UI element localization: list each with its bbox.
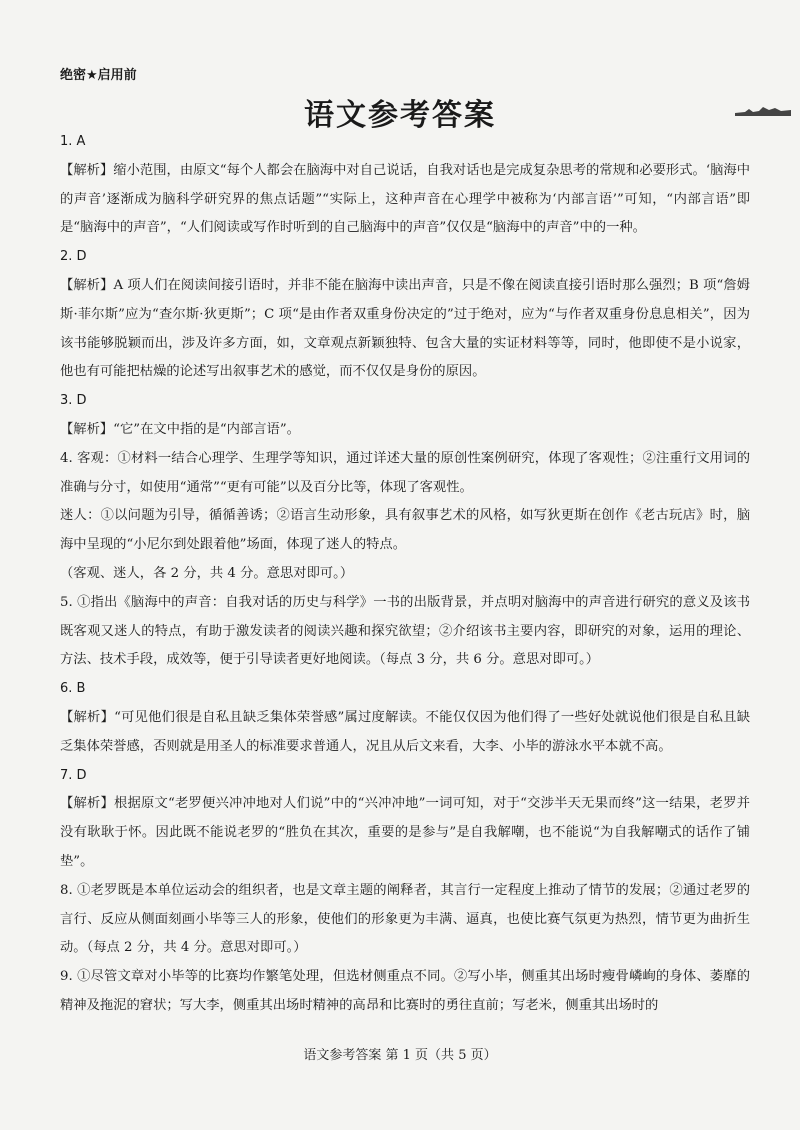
- confidential-label: 绝密★启用前: [60, 68, 137, 83]
- answer-paragraph: 4. 客观：①材料一结合心理学、生理学等知识，通过详述大量的原创性案例研究，体现了客观性；②注重行文用词的准确与分寸，如使用“通常”“更有可能”以及百分比等，体现了客观性。: [60, 450, 750, 495]
- answer-paragraph: （客观、迷人，各 2 分，共 4 分。意思对即可。）: [60, 565, 354, 581]
- page-footer: 语文参考答案 第 1 页（共 5 页）: [303, 1048, 497, 1063]
- answer-paragraph: 【解析】“可见他们很是自私且缺乏集体荣誉感”属过度解读。不能仅仅因为他们得了一些好处就说他们很是自私且缺乏集体荣誉感，否则就是用圣人的标准要求普通人，况且从后文来看，大李、小毕的游泳水平本就不高。: [60, 709, 750, 754]
- corner-stamp-mark: [735, 104, 791, 116]
- answer-paragraph: 【解析】“它”在文中指的是“内部言语”。: [60, 421, 300, 437]
- answer-paragraph: 【解析】A 项人们在阅读间接引语时，并非不能在脑海中读出声音，只是不像在阅读直接引语时那么强烈；B 项“詹姆斯·菲尔斯”应为“查尔斯·狄更斯”；C 项“是由作者双重身份决定的”过于绝对，应为“与作者双重身份息息相关”，因为该书能够脱颖而出，涉及许多方面，如，文章观点新颖独特、包含大量的实证材料等等，同时，他即使不是小说家，他也有可能把枯燥的论述写出叙事艺术的感觉，而不仅仅是身份的原因。: [60, 277, 750, 380]
- question-number: 7. D: [60, 767, 87, 783]
- answer-paragraph: 9. ①尽管文章对小毕等的比赛均作繁笔处理，但选材侧重点不同。②写小毕，侧重其出场时瘦骨嶙峋的身体、萎靡的精神及拖泥的窘状；写大李，侧重其出场时精神的高昂和比赛时的勇往直前；写老米，侧重其出场时的: [60, 969, 750, 1013]
- answer-paragraph: 迷人：①以问题为引导，循循善诱；②语言生动形象，具有叙事艺术的风格，如写狄更斯在创作《老古玩店》时，脑海中呈现的“小尼尔到处跟着他”场面，体现了迷人的特点。: [60, 508, 750, 553]
- answer-paragraph: 5. ①指出《脑海中的声音：自我对话的历史与科学》一书的出版背景，并点明对脑海中的声音进行研究的意义及该书既客观又迷人的特点，有助于激发读者的阅读兴趣和探究欲望；②介绍该书主要内容，即研究的对象，运用的理论、方法、技术手段，成效等，便于引导读者更好地阅读。（每点 3 分，共 6 分。意思对即可。）: [60, 594, 750, 668]
- question-number: 1. A: [60, 134, 86, 149]
- question-number: 2. D: [60, 249, 87, 265]
- answer-paragraph: 【解析】缩小范围，由原文“每个人都会在脑海中对自己说话，自我对话也是完成复杂思考的常规和必要形式。‘脑海中的声音’逐渐成为脑科学研究界的焦点话题”“实际上，这种声音在心理学中被称为‘内部言语’”可知，“内部言语”即是“脑海中的声音”，“人们阅读或写作时听到的自己脑海中的声音”仅仅是“脑海中的声音”中的一种。: [60, 162, 750, 236]
- page-title: 语文参考答案: [304, 98, 496, 133]
- question-number: 6. B: [60, 681, 86, 697]
- answers-body: [60, 128, 750, 1021]
- question-number: 3. D: [60, 393, 87, 409]
- answer-paragraph: 【解析】根据原文“老罗便兴冲冲地对人们说”中的“兴冲冲地”一词可知，对于“交涉半天无果而终”这一结果，老罗并没有耿耿于怀。因此既不能说老罗的“胜负在其次，重要的是参与”是自我解嘲，也不能说“为自我解嘲式的话作了铺垫”。: [60, 796, 750, 869]
- answer-paragraph: 8. ①老罗既是本单位运动会的组织者，也是文章主题的阐释者，其言行一定程度上推动了情节的发展；②通过老罗的言行、反应从侧面刻画小毕等三人的形象，使他们的形象更为丰满、逼真，也使比赛气氛更为热烈，情节更为曲折生动。（每点 2 分，共 4 分。意思对即可。）: [60, 882, 750, 956]
